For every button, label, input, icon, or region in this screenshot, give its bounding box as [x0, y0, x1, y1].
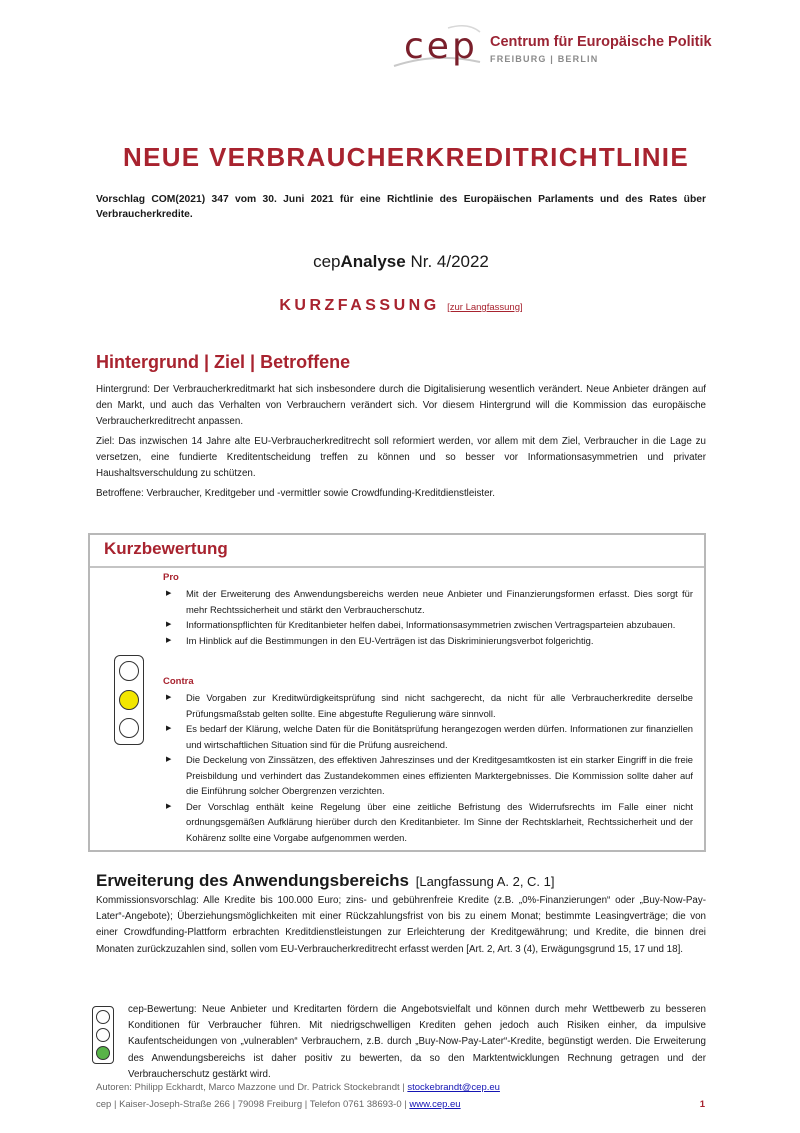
- kurzfassung-header: [96, 297, 706, 315]
- analyse-number: [96, 252, 706, 272]
- logo-name: Centrum für Europäische Politik: [490, 34, 712, 50]
- contra-item: ▶ Die Deckelung von Zinssätzen, des effektiven Jahreszinses und der Kreditgesamtkosten ist ein starker Eingriff in die freie Preisbildung und verhindert das Zustandekommen eines effizienten Marktergebnisses. Die Kommission sollte daher auf die Einführung solcher Obergrenzen verzichten.: [163, 752, 693, 799]
- pro-item: ▶ Mit der Erweiterung des Anwendungsbereichs werden neue Anbieter und Finanzierungsformen erfasst. Dies sorgt für mehr Rechtssicherheit und stärkt den Verbraucherschutz.: [163, 586, 693, 617]
- pro-item: ▶ Informationspflichten für Kreditanbieter helfen dabei, Informationsasymmetrien zwischen Vertragsparteien abzubauen.: [163, 617, 693, 633]
- document-title: NEUE VERBRAUCHERKREDITRICHTLINIE: [123, 142, 689, 172]
- logo-cities: FREIBURG | BERLIN: [490, 54, 599, 64]
- email-link[interactable]: stockebrandt@cep.eu: [407, 1082, 500, 1093]
- scope-heading-text: Erweiterung des Anwendungsbereichs: [96, 871, 409, 890]
- cep-logo: [388, 22, 718, 72]
- section-heading-background: Hintergrund | Ziel | Betroffene: [96, 352, 351, 372]
- kurzbewertung-box: [88, 533, 706, 852]
- traffic-light-green-lamp: [119, 718, 139, 738]
- section-heading-scope: [96, 871, 555, 891]
- paragraph-affected: Betroffene: Verbraucher, Kreditgeber und -vermittler sowie Crowdfunding-Kreditdienstleister.: [96, 488, 495, 499]
- authors-text: Autoren: Philipp Eckhardt, Marco Mazzone und Dr. Patrick Stockebrandt |: [96, 1082, 408, 1093]
- contra-list: [163, 690, 693, 845]
- paragraph-background: Hintergrund: Der Verbraucherkreditmarkt hat sich insbesondere durch die Digitalisierung wesentlich verändert. Neue Anbieter drängen auf den Markt, und auch das Verhalten von Verbrauchern verändert sich. Vor diesem Hintergrund will die Kommission das europäische Verbraucherkreditrecht anpassen.: [96, 384, 706, 428]
- paragraph-commission-proposal: Kommissionsvorschlag: Alle Kredite bis 100.000 Euro; zins- und gebührenfreie Kredite (z.B. „0%-Finanzierungen“ oder „Buy-Now-Pay-Later“-Angebote); Überziehungsmöglichkeiten mit einer Rückzahlungsfrist von bis zu einem Monat; bestimmte Leasingverträge; die von einer Crowdfunding-Plattform erbrachten Kreditdienstleistungen zur Erleichterung der Kreditgewährung; und Kredite, die binnen drei Monaten zurückzuzahlen sind, sollen vom EU-Verbraucherkreditrecht erfasst werden [Art. 2, Art. 3 (4), Erwägungsgrund 15, 17 und 18].: [96, 895, 706, 955]
- pro-list: [163, 586, 693, 648]
- traffic-light-red-lamp: [96, 1010, 110, 1024]
- traffic-light-small-icon: [92, 1006, 114, 1064]
- divider: [90, 566, 704, 568]
- footer-address: [96, 1099, 706, 1110]
- traffic-light-green-lamp: [96, 1046, 110, 1060]
- contra-item: ▶ Die Vorgaben zur Kreditwürdigkeitsprüfung sind nicht sachgerecht, da nicht für alle Verbraucherkredite derselbe Prüfungsmaßstab gelten sollte. Eine abgestufte Regulierung wäre sinnvoll.: [163, 690, 693, 721]
- kurzbewertung-heading: Kurzbewertung: [104, 539, 228, 558]
- address-text: cep | Kaiser-Joseph-Straße 266 | 79098 Freiburg | Telefon 0761 38693-0 |: [96, 1099, 410, 1110]
- analyse-prefix: cep: [313, 252, 341, 271]
- analyse-nr: Nr. 4/2022: [405, 252, 489, 271]
- scope-reference: [Langfassung A. 2, C. 1]: [415, 874, 555, 889]
- paragraph-goal: Ziel: Das inzwischen 14 Jahre alte EU-Verbraucherkreditrecht soll reformiert werden, vor allem mit dem Ziel, Verbraucher in die Lage zu versetzen, eine fundierte Kreditentscheidung treffen zu können und so besser vor Informationsasymmetrien und privater Haushaltsverschuldung zu schützen.: [96, 436, 706, 480]
- analyse-bold: Analyse: [340, 252, 406, 271]
- page-number: 1: [699, 1099, 705, 1110]
- pro-label: Pro: [163, 572, 179, 583]
- contra-label: Contra: [163, 676, 194, 687]
- logo-wordmark: cep: [404, 26, 478, 67]
- footer-authors: [96, 1082, 706, 1093]
- traffic-light-yellow-lamp: [96, 1028, 110, 1042]
- traffic-light-yellow-lamp: [119, 690, 139, 710]
- pro-item: ▶ Im Hinblick auf die Bestimmungen in den EU-Verträgen ist das Diskriminierungsverbot folgerichtig.: [163, 633, 693, 649]
- document-subtitle: Vorschlag COM(2021) 347 vom 30. Juni 2021 für eine Richtlinie des Europäischen Parlaments und des Rates über Verbraucherkredite.: [96, 194, 706, 220]
- contra-item: ▶ Es bedarf der Klärung, welche Daten für die Bonitätsprüfung herangezogen werden dürfen. Informationen zur finanziellen und wirtschaftlichen Situation sind für die Prüfung ausreichend.: [163, 721, 693, 752]
- website-link[interactable]: www.cep.eu: [409, 1099, 461, 1110]
- kurzfassung-label: KURZFASSUNG: [279, 297, 440, 314]
- paragraph-cep-evaluation: cep-Bewertung: Neue Anbieter und Kreditarten fördern die Angebotsvielfalt und können durch mehr Wettbewerb zu besseren Konditionen für Verbraucher führen. Mit niedrigschwelligen Krediten gehen jedoch auch Risiken einher, da impulsive Kaufentscheidungen von „vulnerablen“ Verbrauchern, z.B. durch „Buy-Now-Pay-Later“-Kredite, begünstigt werden. Die Erweiterung des Anwendungsbereichs ist daher positiv zu bewerten, da so den Marktentwicklungen Rechnung getragen und der Verbraucherschutz gestärkt wird.: [128, 1004, 706, 1080]
- langfassung-link[interactable]: [zur Langfassung]: [447, 302, 523, 313]
- traffic-light-red-lamp: [119, 661, 139, 681]
- traffic-light-icon: [114, 655, 144, 745]
- contra-item: ▶ Der Vorschlag enthält keine Regelung über eine zeitliche Befristung des Widerrufsrechts im Falle einer nicht ordnungsgemäßen Aufklärung hierüber durch den Kreditanbieter. Im Sinne der Rechtsklarheit, Rechtssicherheit und der Kohärenz sollte eine Vorgabe aufgenommen werden.: [163, 799, 693, 846]
